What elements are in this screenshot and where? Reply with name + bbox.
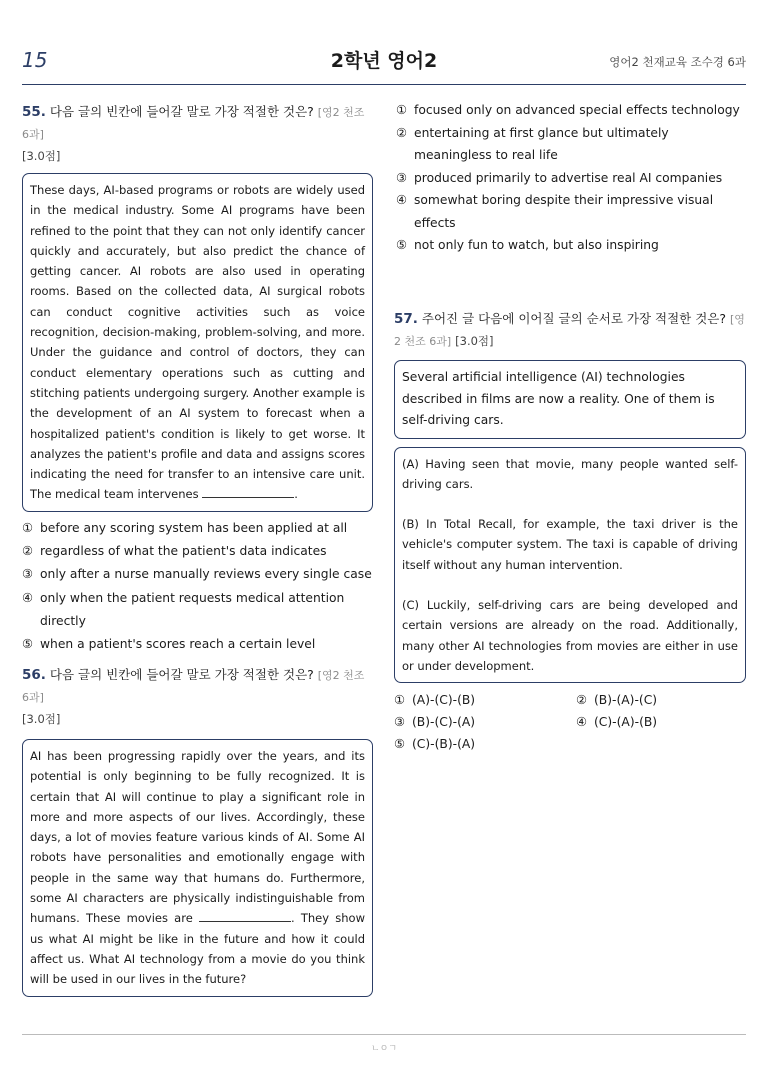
choice-text: before any scoring system has been applied at all	[40, 520, 348, 535]
choice-text: (C)-(A)-(B)	[594, 715, 658, 730]
question-56-header	[22, 664, 373, 730]
choice-number: ③	[396, 170, 408, 185]
choice-1[interactable]	[394, 689, 576, 711]
question-number: 56.	[22, 667, 46, 683]
question-number: 55.	[22, 104, 46, 120]
footer-mark: ㄴㅇㄱ	[370, 1044, 398, 1054]
choice-3[interactable]	[22, 563, 373, 586]
choice-text: regardless of what the patient's data indicates	[40, 544, 327, 559]
choice-number: ①	[396, 103, 408, 117]
given-sentence-box	[394, 360, 746, 439]
choice-text: (B)-(A)-(C)	[594, 693, 658, 708]
choice-number: ①	[394, 693, 406, 708]
paragraph-c: (C) Luckily, self-driving cars are being developed and certain versions are already on the road. Additionally, many other AI technologies from movies are either in use or under development.	[402, 597, 738, 673]
choice-1[interactable]	[22, 517, 373, 540]
document-subtitle: 영어2 천재교육 조수경 6과	[609, 55, 746, 69]
question-source: [영2 천조 6과]	[22, 106, 365, 141]
question-number: 57.	[394, 311, 418, 327]
choice-4[interactable]	[22, 587, 373, 634]
choice-text: (C)-(B)-(A)	[412, 737, 476, 752]
passage-text: These days, AI-based programs or robots are widely used in the medical industry. Some AI programs have been refined to the point that they can not only identify cancer quickly and accurately, but also predict the chance of getting cancer. AI robots are also used in operating rooms. Based on the collected data, AI surgical robots can conduct cognitive activities such as voice recognition, decision-making, problem-solving, and more. Under the guidance and control of doctors, they can conduct elementary operations such as cutting and stitching patients undergoing surgery. Another example is the development of an AI system to forecast when a hospitalized patient's condition is likely to get worse. It analyzes the patient's profile and data and assigns scores indicating the need for transfer to an intensive care unit. The medical team intervenes	[30, 183, 365, 502]
choice-text: somewhat boring despite their impressive visual effects	[414, 193, 714, 230]
choice-text: when a patient's scores reach a certain level	[40, 637, 316, 652]
question-prompt: 다음 글의 빈칸에 들어갈 말로 가장 적절한 것은?	[49, 667, 314, 682]
answer-blank	[199, 909, 291, 922]
question-source: [영2 천조 6과]	[22, 669, 365, 704]
question-56-choices	[396, 99, 746, 257]
choice-2[interactable]	[396, 122, 746, 167]
choice-2[interactable]	[576, 689, 736, 711]
choice-text: only after a nurse manually reviews every single case	[40, 567, 372, 582]
choice-5[interactable]	[394, 733, 576, 755]
passage-box	[22, 173, 373, 512]
choice-text: (B)-(C)-(A)	[412, 715, 476, 730]
question-55-header	[22, 101, 373, 167]
choice-text: (A)-(C)-(B)	[412, 693, 476, 708]
answer-blank	[202, 485, 294, 498]
choice-number: ③	[22, 567, 34, 582]
choice-text: not only fun to watch, but also inspiring	[414, 238, 659, 252]
question-points: [3.0점]	[22, 149, 61, 163]
answer-choices	[394, 689, 746, 755]
question-prompt: 다음 글의 빈칸에 들어갈 말로 가장 적절한 것은?	[49, 104, 314, 119]
given-sentence: Several artificial intelligence (AI) technologies described in films are now a reality. One of them is self-driving cars.	[402, 370, 715, 427]
choice-number: ③	[394, 715, 406, 730]
answer-choices	[22, 517, 373, 657]
document-title: 2학년 영어2	[330, 50, 438, 72]
passage-text-continued: . They show us what AI might be like in the future and how it could affect us. What AI technology from a movie do you think will be used in our lives in the future?	[30, 911, 366, 987]
choice-text: only when the patient requests medical attention directly	[40, 590, 345, 628]
choice-5[interactable]	[22, 633, 373, 656]
choice-1[interactable]	[396, 99, 746, 122]
choice-text: focused only on advanced special effects technology	[414, 103, 740, 117]
paragraph-b: (B) In Total Recall, for example, the taxi driver is the vehicle's computer system. The taxi is capable of driving itself without any human intervention.	[402, 517, 738, 572]
choice-4[interactable]	[576, 711, 736, 733]
choice-number: ②	[576, 693, 588, 708]
choice-number: ②	[22, 544, 34, 559]
choice-number: ②	[396, 125, 408, 140]
question-57-header	[394, 308, 746, 352]
question-55	[22, 101, 373, 657]
choice-2[interactable]	[22, 540, 373, 563]
choice-3[interactable]	[396, 167, 746, 190]
choice-5[interactable]	[396, 234, 746, 257]
passage-end: .	[294, 487, 298, 502]
paragraphs-box	[394, 447, 746, 684]
passage-text: AI has been progressing rapidly over the years, and its potential is only beginning to be fully recognized. It is certain that AI will continue to play a significant role in more and more aspects of our lives. Accordingly, these days, a lot of movies feature various kinds of AI. Some AI robots have personalities and emotionally engage with people in the same way that humans do. Furthermore, some AI characters are physically indistinguishable from humans. These movies are	[30, 749, 365, 926]
choice-number: ④	[576, 715, 588, 730]
question-source: [영2 천조 6과]	[394, 313, 745, 348]
question-prompt: 주어진 글 다음에 이어질 글의 순서로 가장 적절한 것은?	[421, 311, 726, 326]
question-points: [3.0점]	[455, 334, 494, 348]
choice-3[interactable]	[394, 711, 576, 733]
question-points: [3.0점]	[22, 712, 61, 726]
choice-number: ⑤	[394, 737, 406, 752]
choice-number: ①	[22, 520, 34, 535]
choice-text: entertaining at first glance but ultimately meaningless to real life	[414, 125, 669, 162]
answer-choices	[396, 99, 746, 257]
footer-divider	[22, 1034, 746, 1035]
choice-number: ④	[22, 590, 34, 605]
paragraph-a: (A) Having seen that movie, many people wanted self-driving cars.	[402, 456, 738, 491]
choice-text: produced primarily to advertise real AI companies	[414, 170, 723, 185]
page-header	[22, 44, 746, 85]
choice-number: ⑤	[396, 238, 408, 252]
choice-number: ⑤	[22, 637, 34, 652]
question-56	[22, 664, 373, 997]
choice-number: ④	[396, 193, 408, 207]
choice-4[interactable]	[396, 189, 746, 234]
question-57	[394, 308, 746, 755]
page-number: 15	[22, 48, 48, 72]
passage-box	[22, 739, 373, 997]
